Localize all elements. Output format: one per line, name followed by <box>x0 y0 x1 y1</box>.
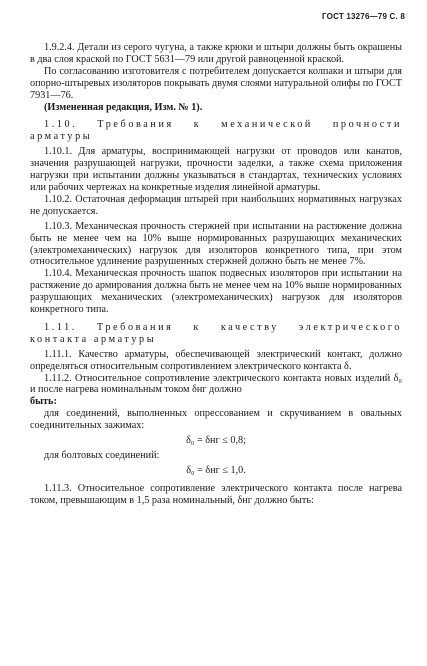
paragraph-1-10-1: 1.10.1. Для арматуры, воспринимающей нагрузки от проводов или канатов, значения разрушающей нагрузки, прочности заделки, а также схема приложения нагрузки при испытании должны указываться в стандартах, технических условиях или рабочих чертежах на конкретные изделия линейной арматуры. <box>30 146 402 193</box>
paragraph-pressed-connections: для соединений, выполненных опрессованием и скручиванием в овальных соединительных зажимах: <box>30 408 402 432</box>
paragraph-1-11-1: 1.11.1. Качество арматуры, обеспечивающей электрический контакт, должно определяться относительным сопротивлением электрического контакта δ. <box>30 348 402 372</box>
paragraph-1-10-2: 1.10.2. Остаточная деформация штырей при наибольших нормативных нагрузках не допускается. <box>30 193 402 217</box>
edit-note: (Измененная редакция, Изм. № 1). <box>44 101 203 113</box>
formula-bolted: δ₀ = δнг ≤ 1,0. <box>186 464 246 476</box>
paragraph-1-10-3: 1.10.3. Механическая прочность стержней при испытании на растяжение должна быть не менее чем на 10% выше нормированных разрушающих механических (электромеханических) нагрузок для изоляторов конкретного типа, при этом относительное удлинение разрушенных стержней должно быть не менее 7%. <box>30 220 402 268</box>
paragraph-1-9-2-4: 1.9.2.4. Детали из серого чугуна, а также крюки и штыри должны быть окрашены в два слоя краской по ГОСТ 5631—79 или другой равноценной краской. <box>30 42 402 65</box>
section-heading-1-11: 1.11. Требования к качеству электрического контакта арматуры <box>30 321 402 345</box>
page-header: ГОСТ 13276—79 С. 8 <box>322 12 405 21</box>
paragraph-1-10-4: 1.10.4. Механическая прочность шапок подвесных изоляторов при испытании на растяжение до армирования должна быть не менее чем на 10% выше нормированных разрушающих механических (электромеханических) нагрузок для изоляторов конкретного типа. <box>30 268 402 316</box>
paragraph-agreement: По согласованию изготовителя с потребителем допускается колпаки и штыри для опорно-штыревых изоляторов покрывать двумя слоями натуральной олифы по ГОСТ 7931—76. <box>30 65 402 101</box>
paragraph-1-11-3: 1.11.3. Относительное сопротивление электрического контакта после нагрева током, превышающим в 1,5 раза номинальный, δнг должно быть: <box>30 482 402 506</box>
section-heading-1-10: 1.10. Требования к механической прочности арматуры <box>30 119 402 143</box>
paragraph-bolted-connections: для болтовых соединений: <box>44 450 160 461</box>
paragraph-1-11-2-end: быть: <box>30 396 57 408</box>
formula-pressed: δ₀ = δнг ≤ 0,8; <box>186 435 246 447</box>
document-body <box>30 42 402 507</box>
paragraph-1-11-2: 1.11.2. Относительное сопротивление электрического контакта новых изделий δ₀ и после нагрева номинальным током δнг должно <box>30 372 402 396</box>
